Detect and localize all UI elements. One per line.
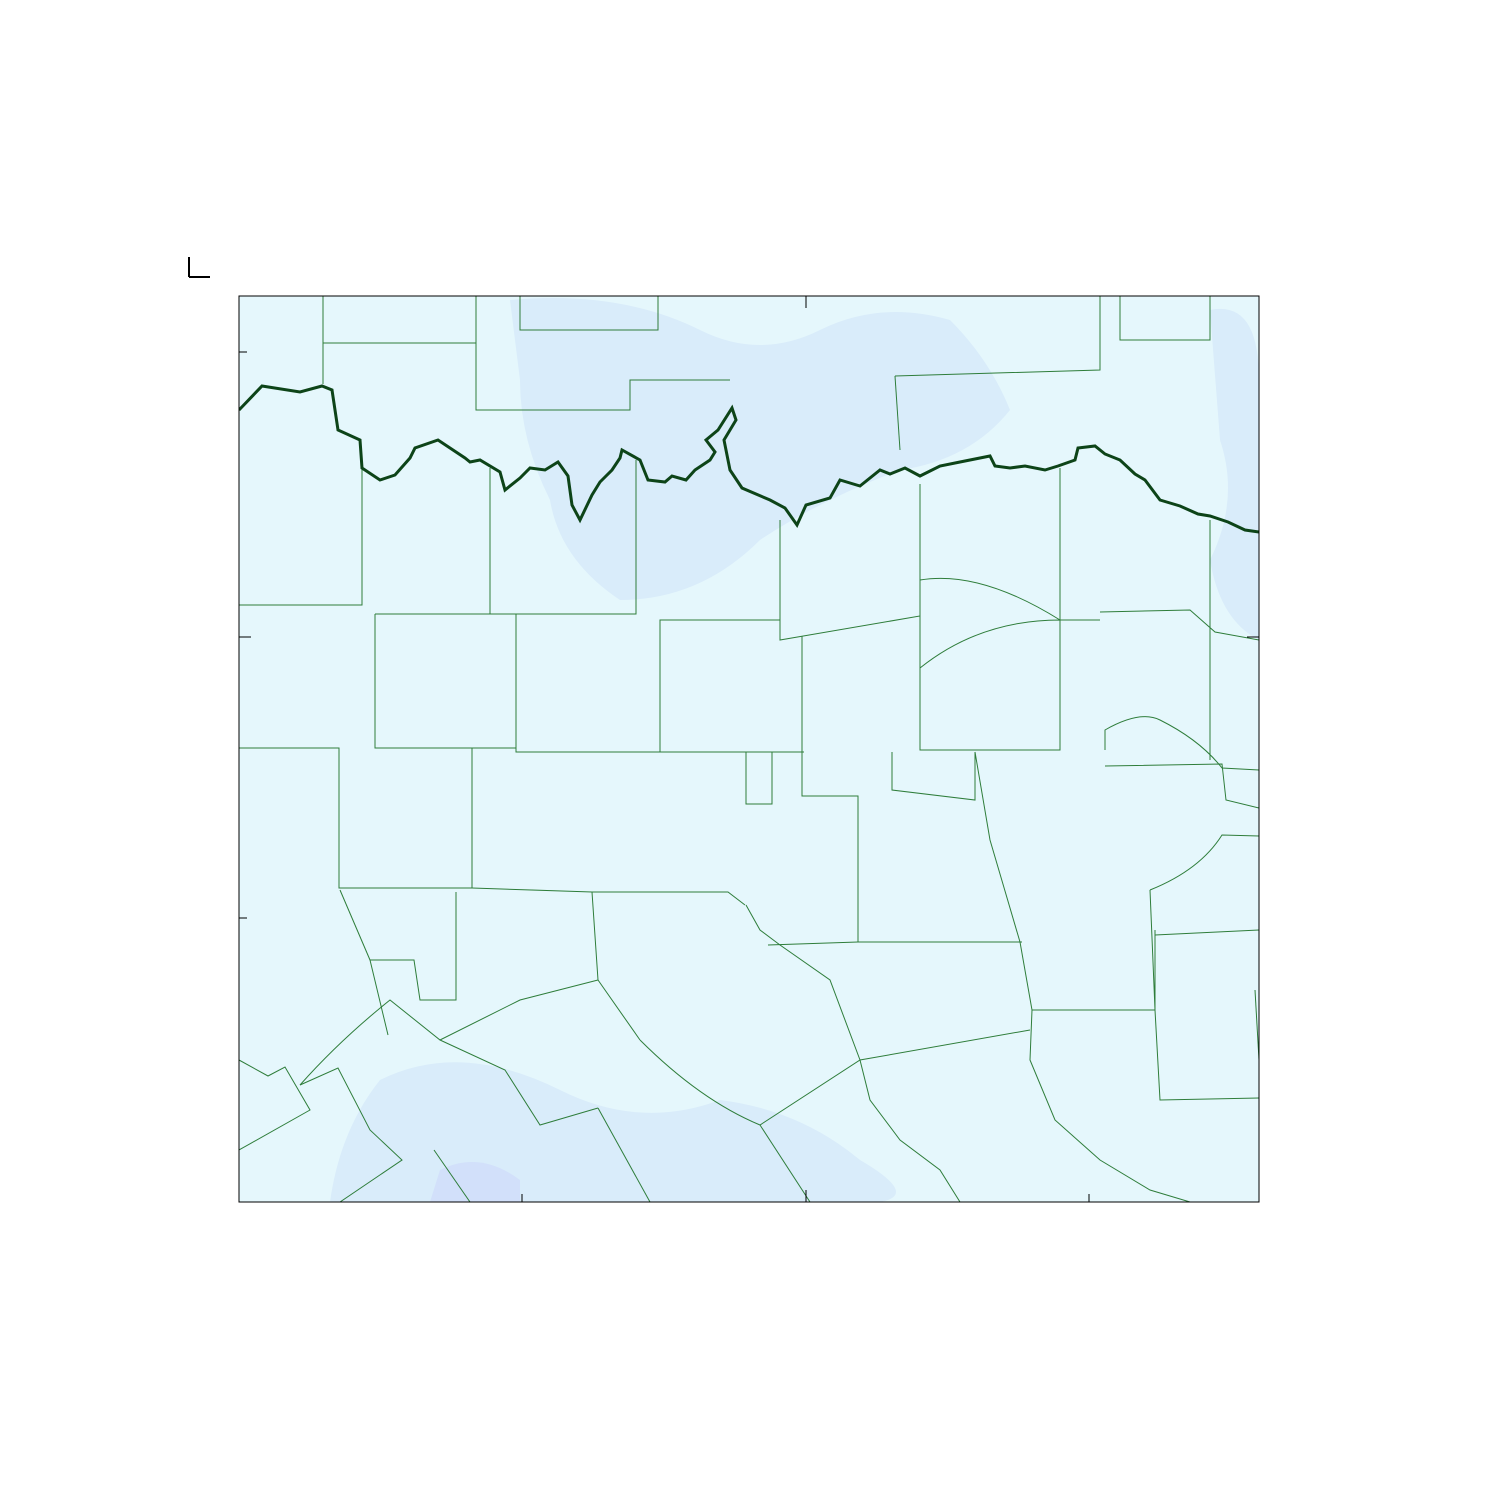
reference-vector: [189, 257, 210, 277]
map-plot-area: [239, 296, 1259, 1202]
